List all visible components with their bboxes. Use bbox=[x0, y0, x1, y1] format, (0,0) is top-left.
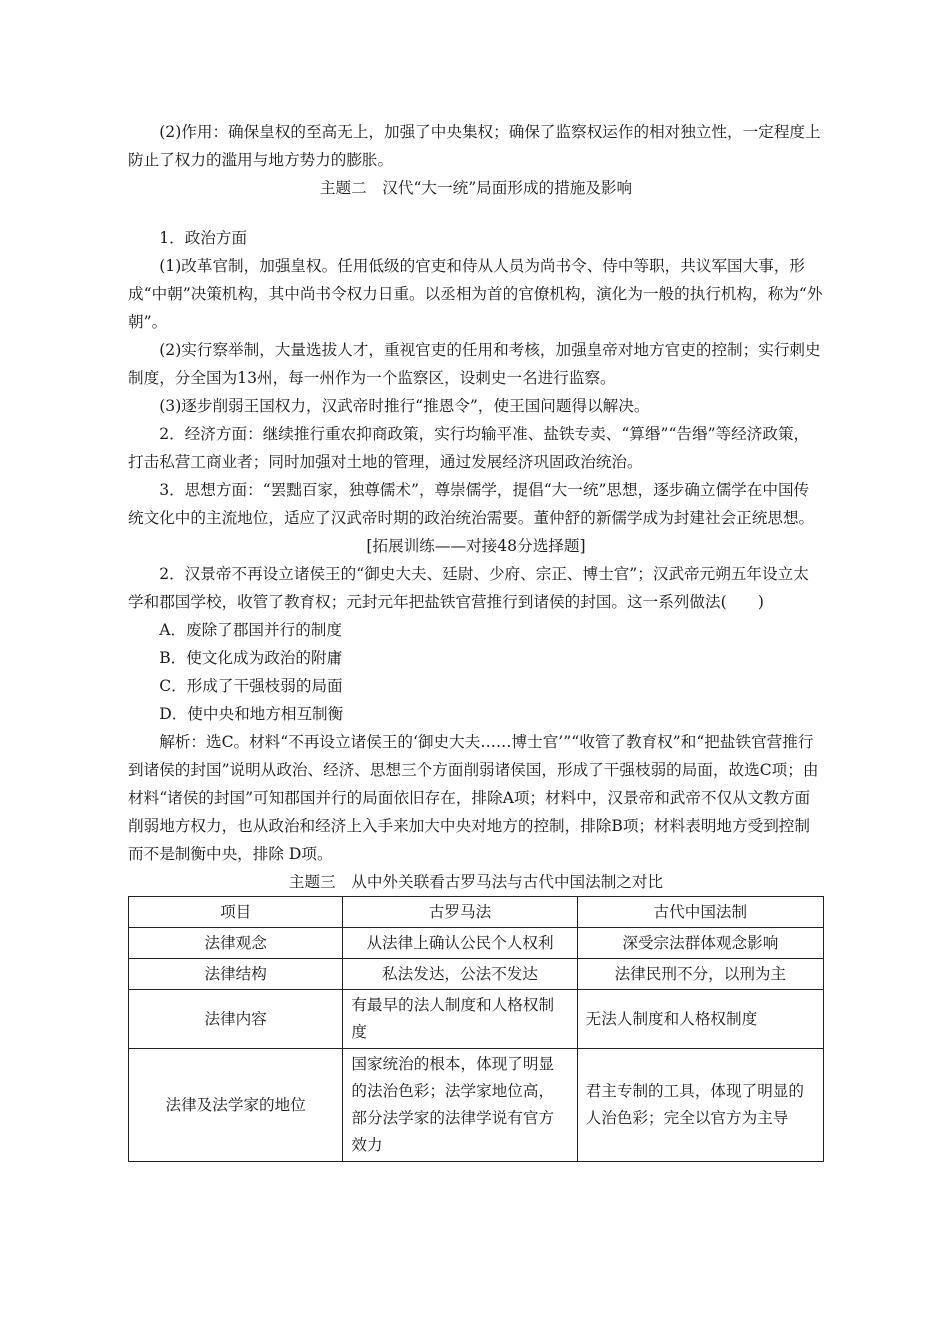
table-cell: 从法律上确认公民个人权利 bbox=[343, 928, 577, 959]
ideology-paragraph: 3．思想方面：“罢黜百家，独尊儒术”，尊崇儒学，提倡“大一统”思想，逐步确立儒学在中国传统文化中的主流地位，适应了汉武帝时期的政治统治需要。董仲舒的新儒学成为封建社会正统思想。 bbox=[128, 481, 815, 527]
table-header-row bbox=[129, 897, 824, 928]
table-row bbox=[129, 990, 824, 1049]
table-cell: 法律及法学家的地位 bbox=[129, 1049, 343, 1162]
table-cell: 有最早的法人制度和人格权制度 bbox=[343, 990, 577, 1049]
table-cell: 无法人制度和人格权制度 bbox=[577, 990, 823, 1049]
option-a: A．废除了郡国并行的制度 bbox=[159, 621, 342, 639]
table-cell: 国家统治的根本，体现了明显的法治色彩；法学家地位高，部分法学家的法律学说有官方效力 bbox=[343, 1049, 577, 1162]
political-heading: 1．政治方面 bbox=[159, 229, 248, 247]
question-stem: 2．汉景帝不再设立诸侯王的“御史大夫、廷尉、少府、宗正、博士官”；汉武帝元朔五年设立太学和郡国学校，收管了教育权；元封元年把盐铁官营推行到诸侯的封国。这一系列做法( ) bbox=[128, 565, 809, 611]
intro-function-paragraph: (2)作用：确保皇权的至高无上，加强了中央集权；确保了监察权运作的相对独立性，一定程度上防止了权力的滥用与地方势力的膨胀。 bbox=[128, 123, 821, 169]
header-chinese-law: 古代中国法制 bbox=[577, 897, 823, 928]
table-cell: 法律结构 bbox=[129, 959, 343, 990]
analysis-paragraph: 解析：选C。材料“不再设立诸侯王的‘御史大夫……博士官’”“收管了教育权”和“把盐铁官营推行到诸侯的封国”说明从政治、经济、思想三个方面削弱诸侯国，形成了干强枝弱的局面，故选C项；由材料“诸侯的封国”可知郡国并行的局面依旧存在，排除A项；材料中，汉景帝和武帝不仅从文教方面削弱地方权力，也从政治和经济上入手来加大中央对地方的控制，排除B项；材料表明地方受到控制而不是制衡中央，排除 D项。 bbox=[128, 733, 819, 863]
training-heading: [拓展训练——对接48分选择题] bbox=[366, 537, 586, 555]
table-cell: 深受宗法群体观念影响 bbox=[577, 928, 823, 959]
option-c: C．形成了干强枝弱的局面 bbox=[159, 677, 343, 695]
political-point-1: (1)改革官制，加强皇权。任用低级的官吏和侍从人员为尚书令、侍中等职，共议军国大事，形成“中朝”决策机构，其中尚书令权力日重。以丞相为首的官僚机构，演化为一般的执行机构，称为“外朝”。 bbox=[128, 257, 823, 331]
political-point-3: (3)逐步削弱王国权力，汉武帝时推行“推恩令”，使王国问题得以解决。 bbox=[159, 397, 650, 415]
option-b: B．使文化成为政治的附庸 bbox=[159, 649, 343, 667]
document-page bbox=[128, 118, 824, 1162]
topic3-title: 主题三 从中外关联看古罗马法与古代中国法制之对比 bbox=[288, 873, 664, 891]
table-cell: 法律观念 bbox=[129, 928, 343, 959]
header-item: 项目 bbox=[129, 897, 343, 928]
political-point-2: (2)实行察举制，大量选拔人才，重视官吏的任用和考核，加强皇帝对地方官吏的控制；实行刺史制度，分全国为13州，每一州作为一个监察区，设刺史一名进行监察。 bbox=[128, 341, 821, 387]
table-cell: 法律民刑不分，以刑为主 bbox=[577, 959, 823, 990]
table-cell: 法律内容 bbox=[129, 990, 343, 1049]
topic2-title: 主题二 汉代“大一统”局面形成的措施及影响 bbox=[319, 179, 633, 197]
option-d: D．使中央和地方相互制衡 bbox=[159, 705, 344, 723]
comparison-table bbox=[128, 896, 824, 1162]
table-row bbox=[129, 1049, 824, 1162]
table-row bbox=[129, 928, 824, 959]
economic-paragraph: 2．经济方面：继续推行重农抑商政策，实行均输平准、盐铁专卖、“算缗”“告缗”等经济政策，打击私营工商业者；同时加强对土地的管理，通过发展经济巩固政治统治。 bbox=[128, 425, 810, 471]
table-cell: 君主专制的工具，体现了明显的人治色彩；完全以官方为主导 bbox=[577, 1049, 823, 1162]
header-roman-law: 古罗马法 bbox=[343, 897, 577, 928]
table-cell: 私法发达，公法不发达 bbox=[343, 959, 577, 990]
table-row bbox=[129, 959, 824, 990]
spacer bbox=[128, 202, 824, 224]
